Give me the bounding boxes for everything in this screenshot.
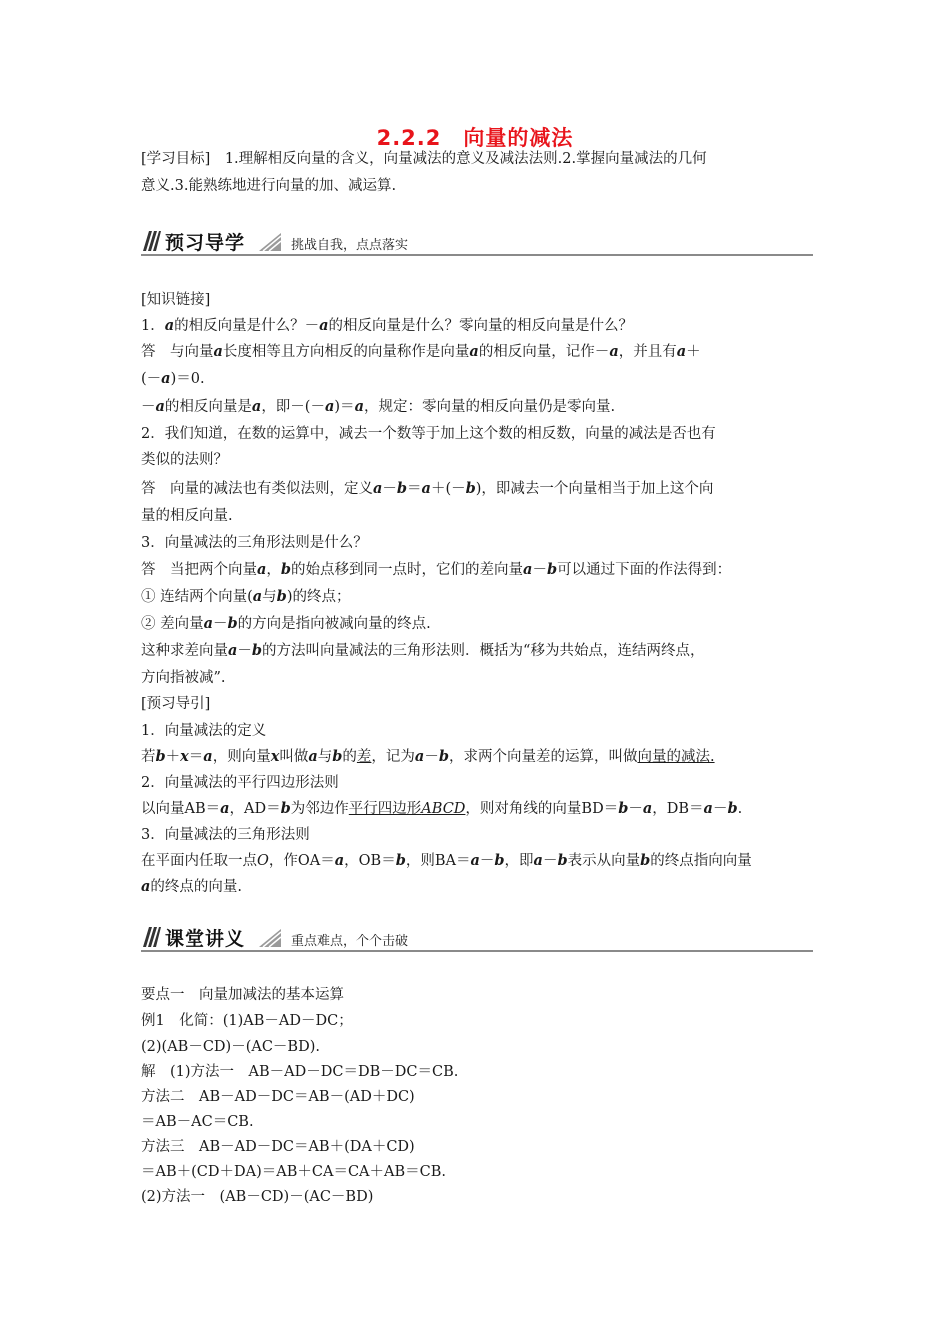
learning-objectives-line-2: 意义.3.能熟练地进行向量的加、减运算. [141, 178, 397, 194]
section-header-lecture [141, 924, 813, 952]
section-header-preview [141, 228, 813, 256]
definition-3-text-line-2: a的终点的向量. [141, 878, 243, 895]
triangle-rule-summary-line-2: 方向指被减”. [141, 670, 226, 686]
lesson-title: 2.2.2 向量的减法 [376, 126, 574, 150]
question-3: 3．向量减法的三角形法则是什么？ [141, 535, 368, 551]
stripes-icon [143, 927, 161, 947]
section-divider [141, 950, 813, 952]
question-2-line-1: 2．我们知道，在数的运算中，减去一个数等于加上这个数的相反数，向量的减法是否也有 [141, 426, 716, 442]
answer-1-line-2: (－a)＝0. [141, 370, 205, 387]
section-subtitle: 挑战自我，点点落实 [291, 238, 409, 253]
definition-1-heading: 1．向量减法的定义 [141, 723, 267, 739]
stripes-icon [143, 231, 161, 251]
answer-2-line-1: 答 向量的减法也有类似法则，定义a－b＝a＋(－b)，即减去一个向量相当于加上这个向 [141, 480, 714, 497]
solution-line-5: ＝AB＋(CD＋DA)＝AB＋CA＝CA＋AB＝CB. [141, 1164, 447, 1180]
definition-3-text-line-1: 在平面内任取一点O，作OA＝a，OB＝b，则BA＝a－b，即a－b表示从向量b的终点指向向量 [141, 852, 752, 869]
learning-objectives-line-1: [学习目标] 1.理解相反向量的含义，向量减法的意义及减法法则.2.掌握向量减法的几何 [141, 151, 707, 167]
section-subtitle: 重点难点，个个击破 [291, 934, 409, 949]
definition-3-heading: 3．向量减法的三角形法则 [141, 827, 310, 843]
section-title: 课堂讲义 [165, 928, 246, 950]
solution-line-2: 方法二 AB－AD－DC＝AB－(AD＋DC) [141, 1089, 415, 1105]
solution-line-6: (2)方法一 (AB－CD)－(AC－BD) [141, 1189, 374, 1205]
step-2: ② 差向量a－b的方向是指向被减向量的终点. [141, 615, 431, 632]
answer-1-line-3: －a的相反向量是a，即－(－a)＝a，规定：零向量的相反向量仍是零向量. [141, 398, 616, 415]
definition-2-heading: 2．向量减法的平行四边形法则 [141, 775, 339, 791]
answer-2-line-2: 量的相反向量. [141, 508, 233, 524]
solution-line-4: 方法三 AB－AD－DC＝AB＋(DA＋CD) [141, 1139, 415, 1155]
triangle-rule-summary-line-1: 这种求差向量a－b的方法叫向量减法的三角形法则．概括为“移为共始点，连结两终点， [141, 642, 705, 659]
step-1: ① 连结两个向量(a与b)的终点； [141, 588, 351, 605]
example-1-line-2: (2)(AB－CD)－(AC－BD). [141, 1039, 320, 1055]
triangle-stripes-icon [259, 929, 281, 947]
solution-line-1: 解 (1)方法一 AB－AD－DC＝DB－DC＝CB. [141, 1064, 459, 1080]
solution-line-3: ＝AB－AC＝CB. [141, 1114, 254, 1130]
question-1: 1．a的相反向量是什么？－a的相反向量是什么？零向量的相反向量是什么？ [141, 317, 634, 334]
triangle-stripes-icon [259, 233, 281, 251]
section-title: 预习导学 [165, 232, 246, 254]
preview-guide-label: [预习导引] [141, 696, 211, 712]
key-point-heading: 要点一 向量加减法的基本运算 [141, 987, 344, 1003]
definition-1-text: 若b＋x＝a，则向量x叫做a与b的差，记为a－b，求两个向量差的运算，叫做向量的减法. [141, 748, 715, 765]
question-2-line-2: 类似的法则？ [141, 452, 228, 468]
answer-3-line-1: 答 当把两个向量a，b的始点移到同一点时，它们的差向量a－b可以通过下面的作法得到： [141, 561, 732, 578]
knowledge-link-label: [知识链接] [141, 292, 211, 308]
section-divider [141, 254, 813, 256]
answer-1-line-1: 答 与向量a长度相等且方向相反的向量称作是向量a的相反向量，记作－a，并且有a＋ [141, 343, 701, 360]
example-1-line-1: 例1 化简：(1)AB－AD－DC； [141, 1013, 353, 1029]
definition-2-text: 以向量AB＝a，AD＝b为邻边作平行四边形ABCD，则对角线的向量BD＝b－a，DB＝a－b. [141, 800, 743, 817]
